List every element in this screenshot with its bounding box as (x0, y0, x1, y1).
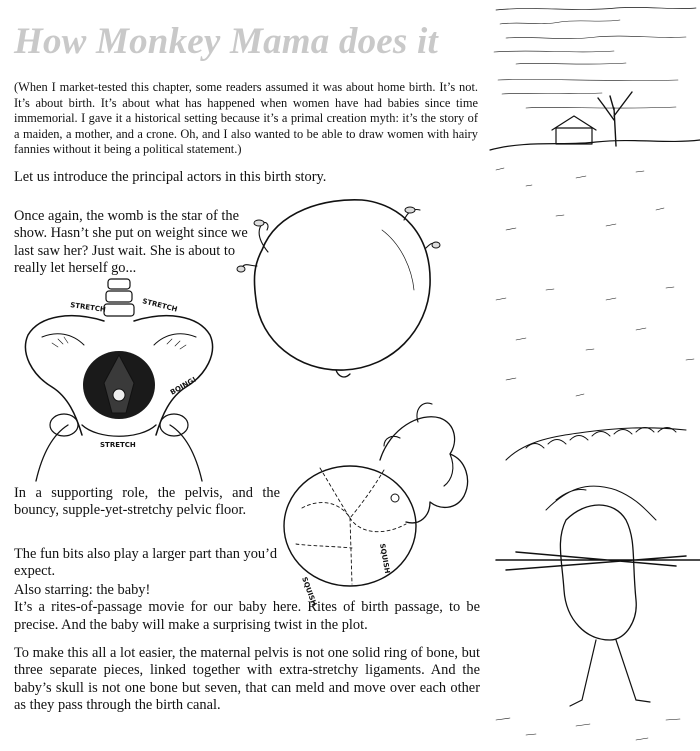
support-paragraph: In a supporting role, the pelvis, and the bouncy, supple-yet-stretchy pelvic floor. (14, 485, 280, 519)
starring-heading: Also starring: the baby! (14, 582, 151, 598)
womb-illustration (232, 190, 450, 390)
landscape-illustration (486, 0, 700, 751)
pelvis-illustration (12, 275, 242, 485)
label-boing: BOING! (169, 375, 198, 397)
starring-body: It’s a rites-of-passage movie for our baby here. Rites of birth passage, to be precise. And the baby will make a surprising twist in the plot. (14, 599, 480, 633)
funbits-paragraph: The fun bits also play a larger part than you’d expect. (14, 546, 278, 580)
label-squish-right: SQUISH (378, 542, 392, 575)
baby-skull-illustration (280, 398, 480, 608)
intro-paragraph: (When I market-tested this chapter, some readers assumed it was about home birth. It’s not. It’s about birth. It’s about what has happened when women have had babies since time immemorial. I gave it a historical setting because it’s a primal creation myth: it’s the story of a maiden, a mother, and a crone. Oh, and I also wanted to be able to draw women with hairy fannies without it being a political statement.) (14, 80, 478, 157)
pelvis-paragraph: To make this all a lot easier, the maternal pelvis is not one solid ring of bone, but three separate pieces, linked together with extra-stretchy ligaments. And the baby’s skull is not one bone but seven, that can meld and move over each other as they pass through the birth canal. (14, 645, 480, 714)
lead-paragraph: Let us introduce the principal actors in this birth story. (14, 169, 327, 185)
label-stretch-left: STRETCH (69, 301, 107, 314)
label-stretch-bottom: STRETCH (100, 441, 136, 449)
womb-paragraph: Once again, the womb is the star of the show. Hasn’t she put on weight since we last saw her? Just wait. She is about to really let herself go... (14, 208, 248, 277)
label-squish-left: SQUISH (300, 575, 318, 608)
page-title: How Monkey Mama does it (14, 21, 438, 62)
label-stretch-right: STRETCH (141, 297, 179, 314)
